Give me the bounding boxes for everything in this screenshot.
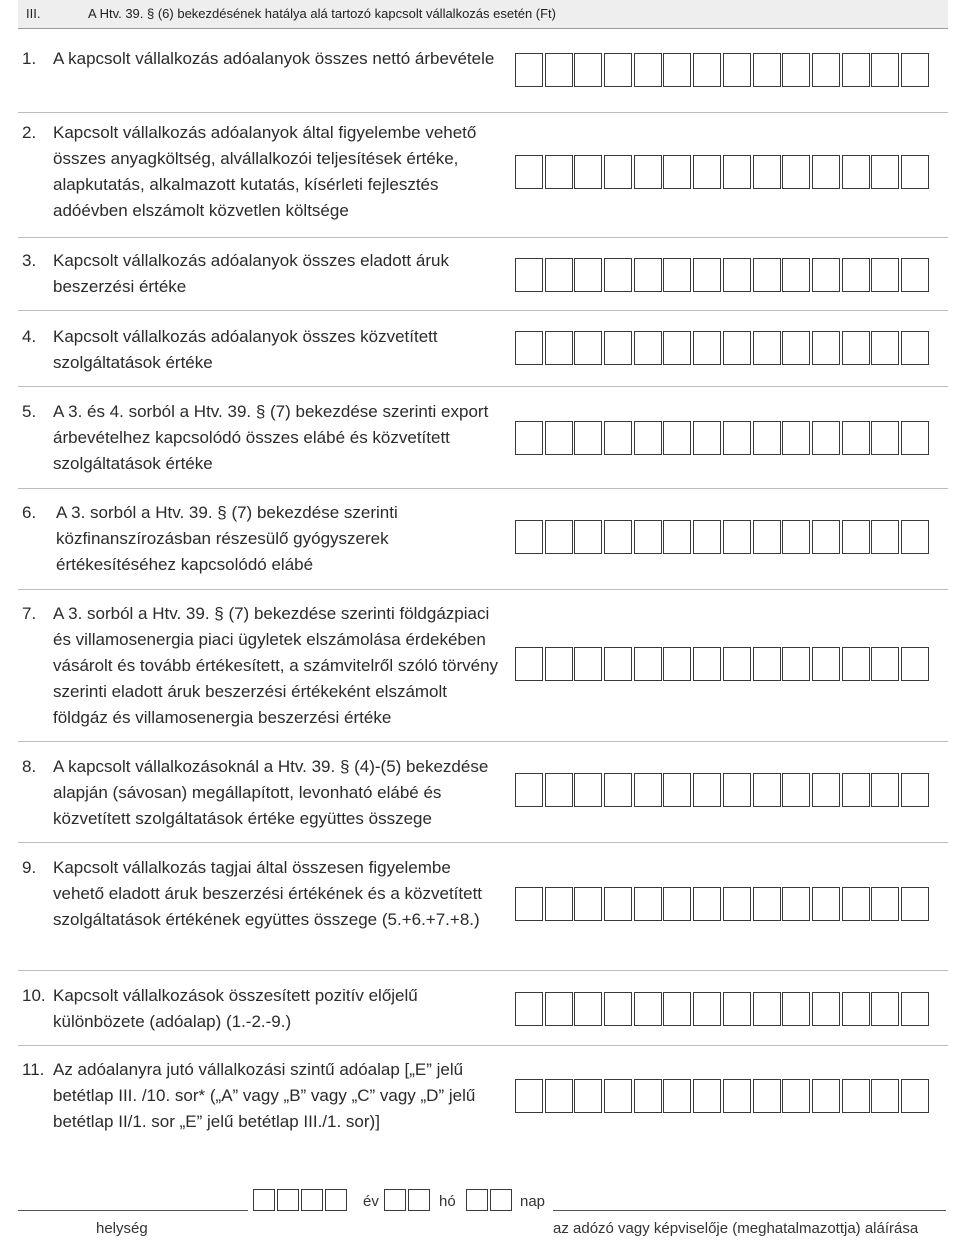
amount-field[interactable] (515, 887, 931, 921)
row-text: Az adóalanyra jutó vállalkozási szintű adóalap [„E” jelű betétlap III. /10. sor* („A” vagy „B” vagy „C” vagy „D” jelű betétlap II/1. sor „E” jelű betétlap III./1. sor)] (53, 1060, 476, 1131)
row-number: 11. (22, 1060, 45, 1079)
digit-box[interactable] (515, 1079, 543, 1113)
digit-box[interactable] (871, 155, 899, 189)
digit-box[interactable] (325, 1189, 347, 1211)
row-divider (18, 237, 948, 238)
row-label (22, 46, 504, 72)
digit-box[interactable] (753, 53, 781, 87)
digit-box[interactable] (842, 53, 870, 87)
section-header (18, 0, 948, 29)
row-divider (18, 1045, 948, 1046)
digit-box[interactable] (753, 331, 781, 365)
digit-box[interactable] (545, 155, 573, 189)
row-11 (18, 1057, 948, 1137)
digit-box[interactable] (782, 155, 810, 189)
digit-box[interactable] (871, 520, 899, 554)
digit-box[interactable] (812, 1079, 840, 1113)
digit-box[interactable] (753, 421, 781, 455)
digit-box[interactable] (842, 992, 870, 1026)
digit-box[interactable] (871, 992, 899, 1026)
digit-box[interactable] (301, 1189, 323, 1211)
digit-box[interactable] (812, 331, 840, 365)
amount-field[interactable] (515, 647, 931, 681)
digit-box[interactable] (723, 647, 751, 681)
digit-box[interactable] (693, 992, 721, 1026)
digit-box[interactable] (871, 773, 899, 807)
digit-box[interactable] (842, 520, 870, 554)
digit-box[interactable] (634, 155, 662, 189)
digit-box[interactable] (723, 258, 751, 292)
row-3 (18, 248, 948, 302)
digit-box[interactable] (871, 1079, 899, 1113)
row-text: A kapcsolt vállalkozásoknál a Htv. 39. § (4)-(5) bekezdése alapján (sávosan) megállapított, levonható elábé és közvetített szolgáltatások értéke együttes összege (53, 757, 489, 828)
amount-field[interactable] (515, 155, 931, 189)
digit-box[interactable] (753, 258, 781, 292)
digit-box[interactable] (842, 155, 870, 189)
amount-field[interactable] (515, 258, 931, 292)
digit-box[interactable] (693, 53, 721, 87)
row-text: Kapcsolt vállalkozások összesített pozitív előjelű különbözete (adóalap) (1.-2.-9.) (53, 986, 418, 1031)
digit-box[interactable] (515, 258, 543, 292)
digit-box[interactable] (782, 520, 810, 554)
digit-box[interactable] (812, 520, 840, 554)
row-text: A kapcsolt vállalkozás adóalanyok összes nettó árbevétele (53, 49, 495, 68)
row-number: 10. (22, 986, 46, 1005)
row-divider (18, 488, 948, 489)
digit-box[interactable] (812, 155, 840, 189)
digit-box[interactable] (277, 1189, 299, 1211)
row-2 (18, 120, 948, 228)
digit-box[interactable] (604, 421, 632, 455)
row-divider (18, 589, 948, 590)
digit-box[interactable] (842, 421, 870, 455)
amount-field[interactable] (515, 53, 931, 87)
digit-box[interactable] (753, 1079, 781, 1113)
digit-box[interactable] (574, 331, 602, 365)
digit-box[interactable] (901, 647, 929, 681)
digit-box[interactable] (663, 773, 691, 807)
digit-box[interactable] (812, 992, 840, 1026)
year-label: év (363, 1193, 379, 1210)
digit-box[interactable] (604, 1079, 632, 1113)
section-number: III. (26, 6, 41, 21)
digit-box[interactable] (693, 1079, 721, 1113)
digit-box[interactable] (693, 520, 721, 554)
digit-box[interactable] (812, 421, 840, 455)
row-text: A 3. sorból a Htv. 39. § (7) bekezdése szerinti földgázpiaci és villamosenergia piaci ügyletek elszámolása érdekében vásárolt és tovább értékesített, a számvitelről szóló törvény szerinti eladott áruk beszerzési értékeként elszámolt földgáz és villamosenergia beszerzési értéke (53, 604, 499, 727)
digit-box[interactable] (723, 53, 751, 87)
digit-box[interactable] (634, 331, 662, 365)
digit-box[interactable] (663, 992, 691, 1026)
digit-box[interactable] (634, 421, 662, 455)
digit-box[interactable] (515, 155, 543, 189)
digit-box[interactable] (753, 155, 781, 189)
digit-box[interactable] (490, 1189, 512, 1211)
digit-box[interactable] (574, 258, 602, 292)
row-text: Kapcsolt vállalkozás adóalanyok összes közvetített szolgáltatások értéke (53, 327, 438, 372)
row-number: 2. (22, 123, 37, 142)
amount-field[interactable] (515, 421, 931, 455)
row-text: A 3. és 4. sorból a Htv. 39. § (7) bekezdése szerinti export árbevételhez kapcsolódó összes elábé és közvetített szolgáltatások értéke (53, 402, 489, 473)
row-label (22, 983, 502, 1035)
row-8 (18, 754, 948, 834)
digit-box[interactable] (693, 331, 721, 365)
row-text: Kapcsolt vállalkozás adóalanyok összes eladott áruk beszerzési értéke (53, 251, 449, 296)
place-line[interactable] (18, 1210, 248, 1211)
digit-box[interactable] (723, 1079, 751, 1113)
digit-box[interactable] (842, 1079, 870, 1113)
digit-box[interactable] (663, 647, 691, 681)
digit-box[interactable] (574, 421, 602, 455)
digit-box[interactable] (574, 520, 602, 554)
row-label (22, 601, 502, 731)
digit-box[interactable] (545, 421, 573, 455)
digit-box[interactable] (515, 887, 543, 921)
signature-footer (0, 1180, 960, 1241)
digit-box[interactable] (604, 258, 632, 292)
row-divider (18, 842, 948, 843)
digit-box[interactable] (634, 520, 662, 554)
row-divider (18, 741, 948, 742)
row-4 (18, 324, 948, 378)
place-label: helység (96, 1220, 148, 1237)
row-label (22, 1057, 502, 1135)
row-label (22, 500, 502, 578)
digit-box[interactable] (901, 520, 929, 554)
digit-box[interactable] (871, 421, 899, 455)
digit-box[interactable] (634, 647, 662, 681)
year-field[interactable] (253, 1189, 349, 1211)
row-number: 4. (22, 327, 37, 346)
digit-box[interactable] (545, 520, 573, 554)
digit-box[interactable] (253, 1189, 275, 1211)
digit-box[interactable] (574, 773, 602, 807)
digit-box[interactable] (723, 331, 751, 365)
digit-box[interactable] (515, 773, 543, 807)
digit-box[interactable] (723, 520, 751, 554)
row-5 (18, 399, 948, 479)
day-field[interactable] (466, 1189, 514, 1211)
digit-box[interactable] (782, 421, 810, 455)
digit-box[interactable] (871, 331, 899, 365)
amount-field[interactable] (515, 992, 931, 1026)
digit-box[interactable] (604, 992, 632, 1026)
digit-box[interactable] (871, 647, 899, 681)
digit-box[interactable] (782, 331, 810, 365)
row-number: 9. (22, 858, 37, 877)
digit-box[interactable] (842, 331, 870, 365)
digit-box[interactable] (782, 992, 810, 1026)
row-text: Kapcsolt vállalkozás adóalanyok által figyelembe vehető összes anyagköltség, alvállalkozói teljesítések értéke, alapkutatás, alkalmazott kutatás, kísérleti fejlesztés adóévben elszámolt közvetlen költsége (53, 123, 477, 220)
row-label (22, 754, 502, 832)
digit-box[interactable] (782, 1079, 810, 1113)
digit-box[interactable] (545, 773, 573, 807)
digit-box[interactable] (901, 773, 929, 807)
row-number: 8. (22, 757, 37, 776)
digit-box[interactable] (812, 647, 840, 681)
digit-box[interactable] (515, 331, 543, 365)
digit-box[interactable] (545, 992, 573, 1026)
digit-box[interactable] (812, 53, 840, 87)
digit-box[interactable] (723, 773, 751, 807)
digit-box[interactable] (515, 520, 543, 554)
row-number: 1. (22, 49, 37, 68)
digit-box[interactable] (723, 992, 751, 1026)
row-number: 5. (22, 402, 37, 421)
digit-box[interactable] (634, 53, 662, 87)
signature-label: az adózó vagy képviselője (meghatalmazottja) aláírása (553, 1220, 919, 1237)
digit-box[interactable] (574, 887, 602, 921)
digit-box[interactable] (663, 53, 691, 87)
row-label (22, 120, 502, 224)
row-label (22, 855, 502, 933)
digit-box[interactable] (723, 887, 751, 921)
digit-box[interactable] (663, 887, 691, 921)
digit-box[interactable] (604, 647, 632, 681)
digit-box[interactable] (545, 258, 573, 292)
digit-box[interactable] (723, 421, 751, 455)
digit-box[interactable] (812, 887, 840, 921)
digit-box[interactable] (545, 53, 573, 87)
digit-box[interactable] (545, 1079, 573, 1113)
row-text: A 3. sorból a Htv. 39. § (7) bekezdése szerinti közfinanszírozásban részesülő gyógyszerek értékesítéséhez kapcsolódó elábé (56, 503, 398, 574)
row-text: Kapcsolt vállalkozás tagjai által összesen figyelembe vehető eladott áruk beszerzési értékének és a közvetített szolgáltatások értékének együttes összege (5.+6.+7.+8.) (53, 858, 483, 929)
amount-field[interactable] (515, 331, 931, 365)
row-number: 6. (22, 503, 37, 522)
digit-box[interactable] (515, 647, 543, 681)
row-number: 3. (22, 251, 37, 270)
digit-box[interactable] (753, 773, 781, 807)
digit-box[interactable] (693, 647, 721, 681)
digit-box[interactable] (901, 421, 929, 455)
digit-box[interactable] (901, 887, 929, 921)
row-divider (18, 112, 948, 113)
digit-box[interactable] (634, 773, 662, 807)
digit-box[interactable] (782, 258, 810, 292)
row-1 (18, 46, 948, 100)
digit-box[interactable] (545, 331, 573, 365)
day-label: nap (520, 1193, 546, 1210)
digit-box[interactable] (842, 647, 870, 681)
digit-box[interactable] (545, 647, 573, 681)
digit-box[interactable] (871, 887, 899, 921)
amount-field[interactable] (515, 773, 931, 807)
digit-box[interactable] (574, 1079, 602, 1113)
section-title: A Htv. 39. § (6) bekezdésének hatálya alá tartozó kapcsolt vállalkozás esetén (Ft) (88, 6, 556, 21)
digit-box[interactable] (871, 53, 899, 87)
digit-box[interactable] (663, 155, 691, 189)
digit-box[interactable] (901, 992, 929, 1026)
digit-box[interactable] (515, 421, 543, 455)
row-7 (18, 601, 948, 733)
digit-box[interactable] (384, 1189, 406, 1211)
digit-box[interactable] (574, 53, 602, 87)
digit-box[interactable] (604, 773, 632, 807)
digit-box[interactable] (604, 331, 632, 365)
digit-box[interactable] (634, 887, 662, 921)
digit-box[interactable] (782, 647, 810, 681)
digit-box[interactable] (753, 520, 781, 554)
amount-field[interactable] (515, 520, 931, 554)
digit-box[interactable] (663, 258, 691, 292)
digit-box[interactable] (901, 331, 929, 365)
digit-box[interactable] (871, 258, 899, 292)
row-divider (18, 386, 948, 387)
digit-box[interactable] (723, 155, 751, 189)
month-field[interactable] (384, 1189, 432, 1211)
digit-box[interactable] (753, 647, 781, 681)
signature-line[interactable] (553, 1210, 946, 1211)
digit-box[interactable] (753, 992, 781, 1026)
digit-box[interactable] (604, 53, 632, 87)
row-label (22, 399, 502, 477)
digit-box[interactable] (901, 258, 929, 292)
amount-field[interactable] (515, 1079, 931, 1113)
digit-box[interactable] (663, 421, 691, 455)
digit-box[interactable] (782, 887, 810, 921)
digit-box[interactable] (693, 155, 721, 189)
digit-box[interactable] (604, 887, 632, 921)
row-6 (18, 500, 948, 580)
digit-box[interactable] (812, 258, 840, 292)
row-label (22, 248, 502, 300)
digit-box[interactable] (693, 421, 721, 455)
digit-box[interactable] (842, 887, 870, 921)
row-divider (18, 310, 948, 311)
digit-box[interactable] (604, 155, 632, 189)
digit-box[interactable] (604, 520, 632, 554)
digit-box[interactable] (842, 258, 870, 292)
digit-box[interactable] (782, 53, 810, 87)
digit-box[interactable] (663, 520, 691, 554)
digit-box[interactable] (515, 992, 543, 1026)
digit-box[interactable] (466, 1189, 488, 1211)
digit-box[interactable] (634, 258, 662, 292)
digit-box[interactable] (634, 1079, 662, 1113)
digit-box[interactable] (515, 53, 543, 87)
digit-box[interactable] (782, 773, 810, 807)
digit-box[interactable] (812, 773, 840, 807)
digit-box[interactable] (901, 155, 929, 189)
digit-box[interactable] (842, 773, 870, 807)
digit-box[interactable] (663, 1079, 691, 1113)
digit-box[interactable] (693, 887, 721, 921)
digit-box[interactable] (901, 1079, 929, 1113)
row-divider (18, 970, 948, 971)
digit-box[interactable] (574, 647, 602, 681)
digit-box[interactable] (574, 155, 602, 189)
digit-box[interactable] (693, 773, 721, 807)
month-label: hó (439, 1193, 456, 1210)
row-number: 7. (22, 604, 37, 623)
row-10 (18, 983, 948, 1037)
digit-box[interactable] (693, 258, 721, 292)
digit-box[interactable] (901, 53, 929, 87)
digit-box[interactable] (634, 992, 662, 1026)
row-9 (18, 855, 948, 963)
digit-box[interactable] (663, 331, 691, 365)
digit-box[interactable] (574, 992, 602, 1026)
digit-box[interactable] (545, 887, 573, 921)
digit-box[interactable] (753, 887, 781, 921)
digit-box[interactable] (408, 1189, 430, 1211)
row-label (22, 324, 502, 376)
